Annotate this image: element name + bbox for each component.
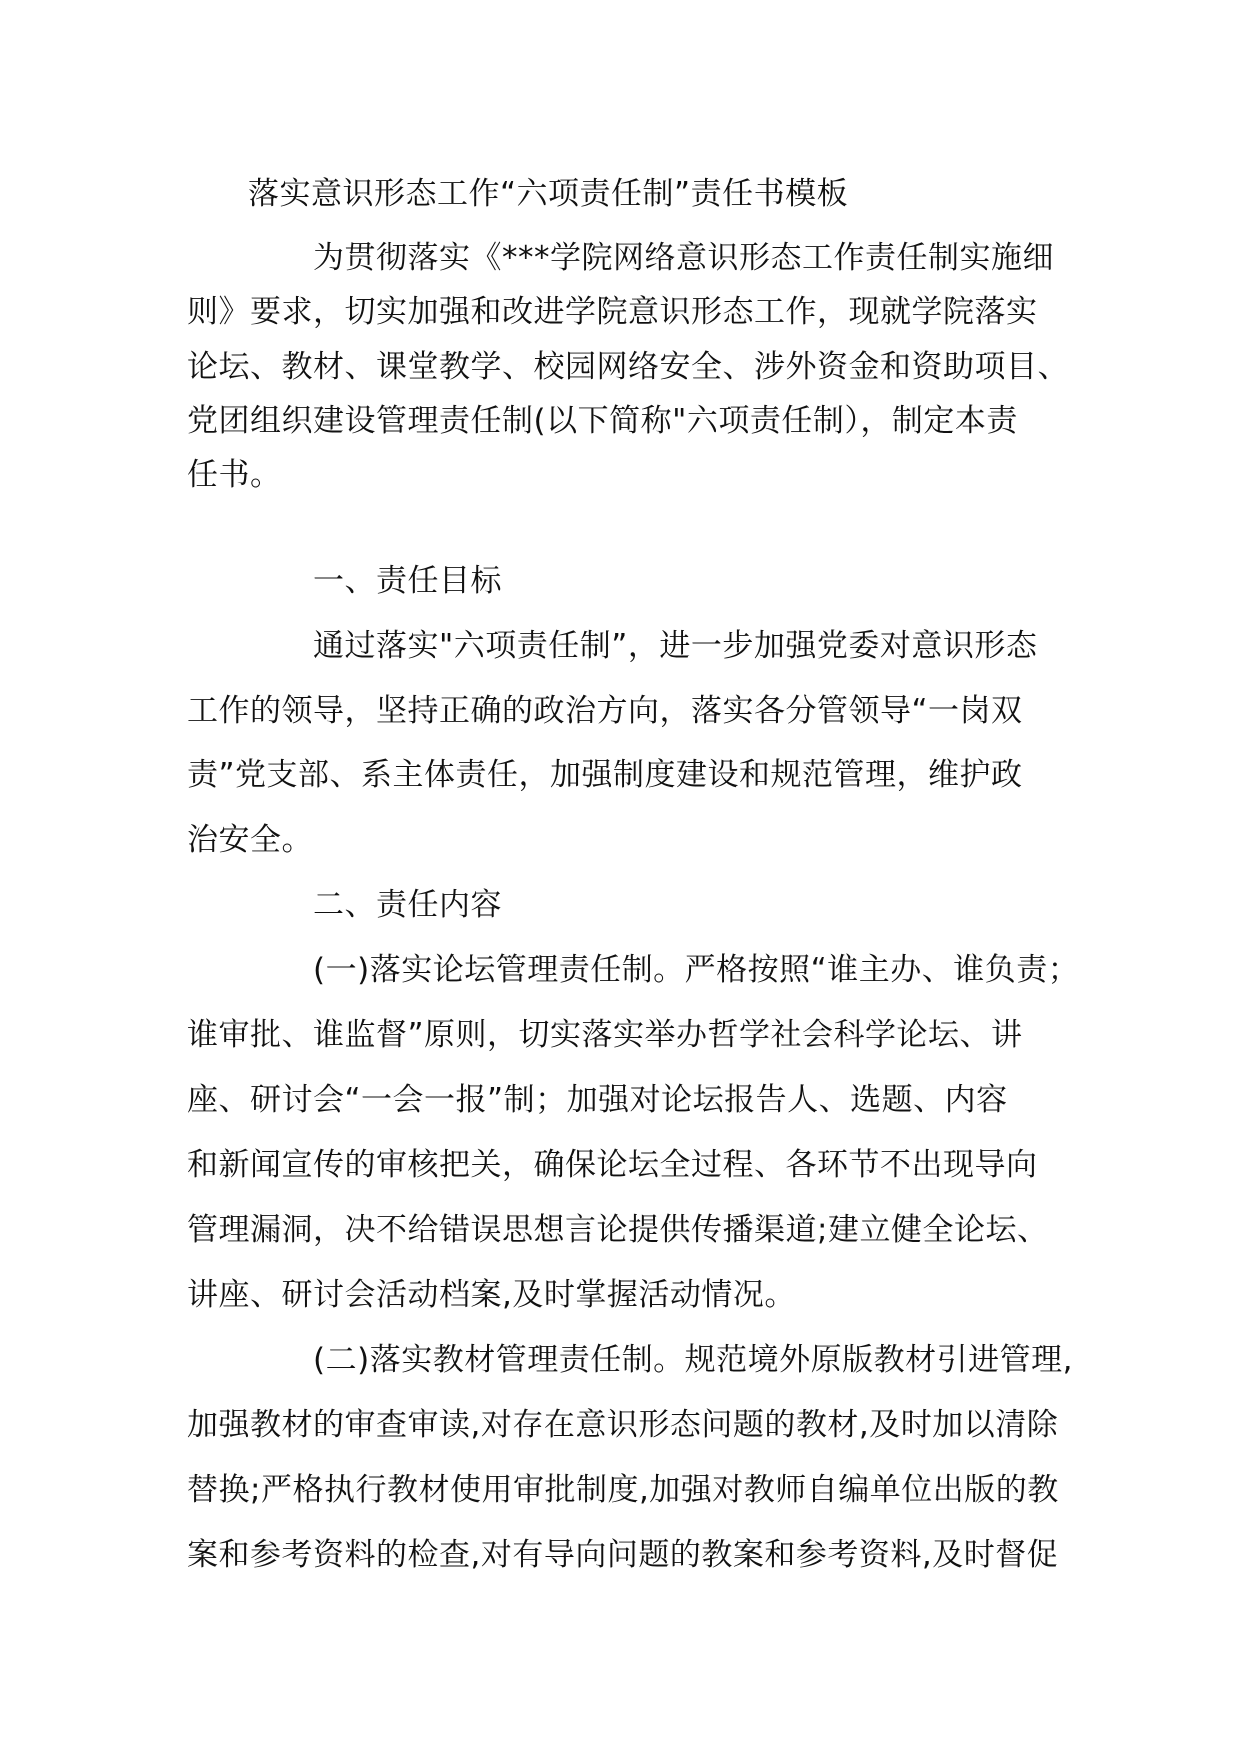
body-line: 党团组织建设管理责任制(以下简称"六项责任制），制定本责 (187, 403, 1018, 439)
body-line: 讲座、研讨会活动档案,及时掌握活动情况。 (187, 1277, 796, 1313)
body-line: 通过落实"六项责任制”，进一步加强党委对意识形态 (313, 628, 1038, 664)
body-line: 加强教材的审查审读,对存在意识形态问题的教材,及时加以清除 (187, 1407, 1059, 1443)
body-line: 管理漏洞，决不给错误思想言论提供传播渠道;建立健全论坛、 (187, 1212, 1049, 1248)
body-line: 则》要求，切实加强和改进学院意识形态工作，现就学院落实 (187, 294, 1038, 330)
body-line: 工作的领导，坚持正确的政治方向，落实各分管领导“一岗双 (187, 693, 1023, 729)
body-line: 为贯彻落实《***学院网络意识形态工作责任制实施细 (313, 240, 1054, 276)
body-line: 任书。 (187, 457, 282, 493)
body-line: 论坛、教材、课堂教学、校园网络安全、涉外资金和资助项目、 (187, 349, 1069, 385)
body-line: 案和参考资料的检查,对有导向问题的教案和参考资料,及时督促 (187, 1537, 1059, 1573)
body-line: 座、研讨会“一会一报”制；加强对论坛报告人、选题、内容 (187, 1082, 1008, 1118)
body-line: 和新闻宣传的审核把关，确保论坛全过程、各环节不出现导向 (187, 1147, 1038, 1183)
body-line: 谁审批、谁监督”原则，切实落实举办哲学社会科学论坛、讲 (187, 1017, 1023, 1053)
body-line: 替换;严格执行教材使用审批制度,加强对教师自编单位出版的教 (187, 1472, 1059, 1508)
section-heading: 二、责任内容 (313, 887, 502, 923)
body-line: 责”党支部、系主体责任，加强制度建设和规范管理，维护政 (187, 757, 1023, 793)
body-line: (二)落实教材管理责任制。规范境外原版教材引进管理, (313, 1342, 1074, 1378)
document-title: 落实意识形态工作“六项责任制”责任书模板 (248, 176, 849, 212)
body-line: 治安全。 (187, 822, 313, 858)
body-line: (一)落实论坛管理责任制。严格按照“谁主办、谁负责； (313, 952, 1080, 988)
section-heading: 一、责任目标 (313, 563, 502, 599)
